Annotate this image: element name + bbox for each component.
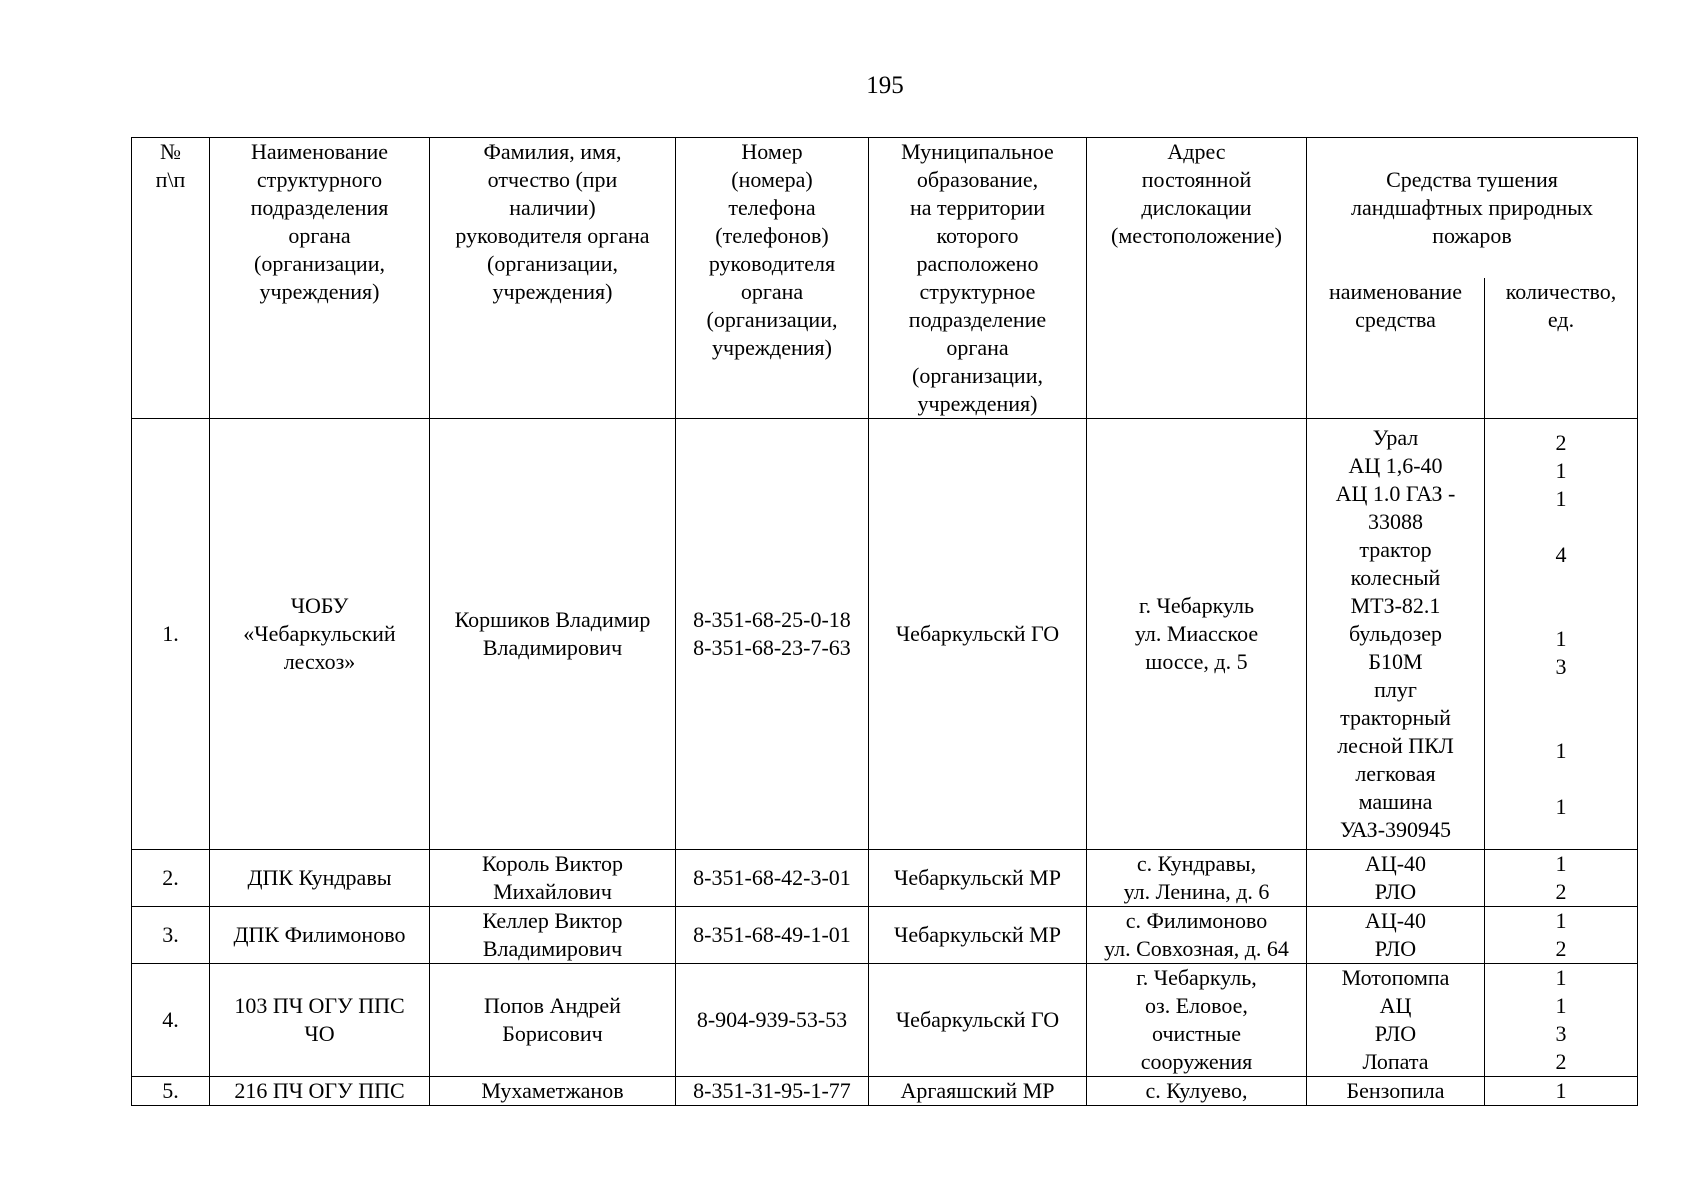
cell-means-name: Урал АЦ 1,6-40 АЦ 1.0 ГАЗ - 33088 трактор колесный МТЗ-82.1 бульдозер Б10М плуг тракторный лесной ПКЛ легковая машина УАЗ-390945 <box>1307 419 1485 850</box>
header-means-name: наименование средства <box>1307 278 1485 419</box>
header-means-qty: количество, ед. <box>1485 278 1638 419</box>
cell-means-qty: 1 1 3 2 <box>1485 964 1638 1077</box>
cell-head: Попов Андрей Борисович <box>430 964 676 1077</box>
fire-means-table <box>131 137 1638 1106</box>
cell-head: Мухаметжанов <box>430 1077 676 1106</box>
cell-phone: 8-904-939-53-53 <box>676 964 869 1077</box>
cell-address: с. Кундравы, ул. Ленина, д. 6 <box>1087 850 1307 907</box>
header-head: Фамилия, имя, отчество (при наличии) руководителя органа (организации, учреждения) <box>430 138 676 419</box>
table-row <box>132 907 1638 964</box>
cell-means-name: АЦ-40 РЛО <box>1307 850 1485 907</box>
cell-means-name: АЦ-40 РЛО <box>1307 907 1485 964</box>
table-row <box>132 964 1638 1077</box>
cell-phone: 8-351-68-25-0-18 8-351-68-23-7-63 <box>676 419 869 850</box>
cell-means-qty: 1 <box>1485 1077 1638 1106</box>
cell-unit: 216 ПЧ ОГУ ППС <box>210 1077 430 1106</box>
cell-phone: 8-351-31-95-1-77 <box>676 1077 869 1106</box>
cell-means-qty: 1 2 <box>1485 907 1638 964</box>
cell-municipality: Аргаяшский МР <box>869 1077 1087 1106</box>
header-phone: Номер (номера) телефона (телефонов) руководителя органа (организации, учреждения) <box>676 138 869 419</box>
page-number: 195 <box>866 72 904 99</box>
cell-means-qty: 2 1 1 4 1 3 1 1 <box>1485 419 1638 850</box>
header-unit: Наименование структурного подразделения органа (организации, учреждения) <box>210 138 430 419</box>
cell-means-qty: 1 2 <box>1485 850 1638 907</box>
table-row <box>132 419 1638 850</box>
cell-means-name: Мотопомпа АЦ РЛО Лопата <box>1307 964 1485 1077</box>
cell-num: 4. <box>132 964 210 1077</box>
cell-address: г. Чебаркуль ул. Миасское шоссе, д. 5 <box>1087 419 1307 850</box>
table-row <box>132 850 1638 907</box>
cell-municipality: Чебаркульскй МР <box>869 850 1087 907</box>
header-municipality: Муниципальное образование, на территории которого расположено структурное подразделение органа (организации, учреждения) <box>869 138 1087 419</box>
cell-num: 1. <box>132 419 210 850</box>
cell-municipality: Чебаркульскй ГО <box>869 964 1087 1077</box>
cell-phone: 8-351-68-49-1-01 <box>676 907 869 964</box>
cell-address: с. Филимоново ул. Совхозная, д. 64 <box>1087 907 1307 964</box>
cell-head: Келлер Виктор Владимирович <box>430 907 676 964</box>
cell-num: 2. <box>132 850 210 907</box>
cell-municipality: Чебаркульскй ГО <box>869 419 1087 850</box>
cell-head: Король Виктор Михайлович <box>430 850 676 907</box>
table-row <box>132 1077 1638 1106</box>
cell-num: 5. <box>132 1077 210 1106</box>
header-address: Адрес постоянной дислокации (местоположение) <box>1087 138 1307 419</box>
cell-unit: ДПК Филимоново <box>210 907 430 964</box>
cell-head: Коршиков Владимир Владимирович <box>430 419 676 850</box>
cell-address: с. Кулуево, <box>1087 1077 1307 1106</box>
cell-phone: 8-351-68-42-3-01 <box>676 850 869 907</box>
cell-unit: ДПК Кундравы <box>210 850 430 907</box>
header-means-group: Средства тушения ландшафтных природных пожаров <box>1307 138 1638 279</box>
cell-municipality: Чебаркульскй МР <box>869 907 1087 964</box>
cell-address: г. Чебаркуль, оз. Еловое, очистные сооружения <box>1087 964 1307 1077</box>
header-num: № п\п <box>132 138 210 419</box>
cell-unit: ЧОБУ «Чебаркульский лесхоз» <box>210 419 430 850</box>
cell-means-name: Бензопила <box>1307 1077 1485 1106</box>
cell-num: 3. <box>132 907 210 964</box>
cell-unit: 103 ПЧ ОГУ ППС ЧО <box>210 964 430 1077</box>
